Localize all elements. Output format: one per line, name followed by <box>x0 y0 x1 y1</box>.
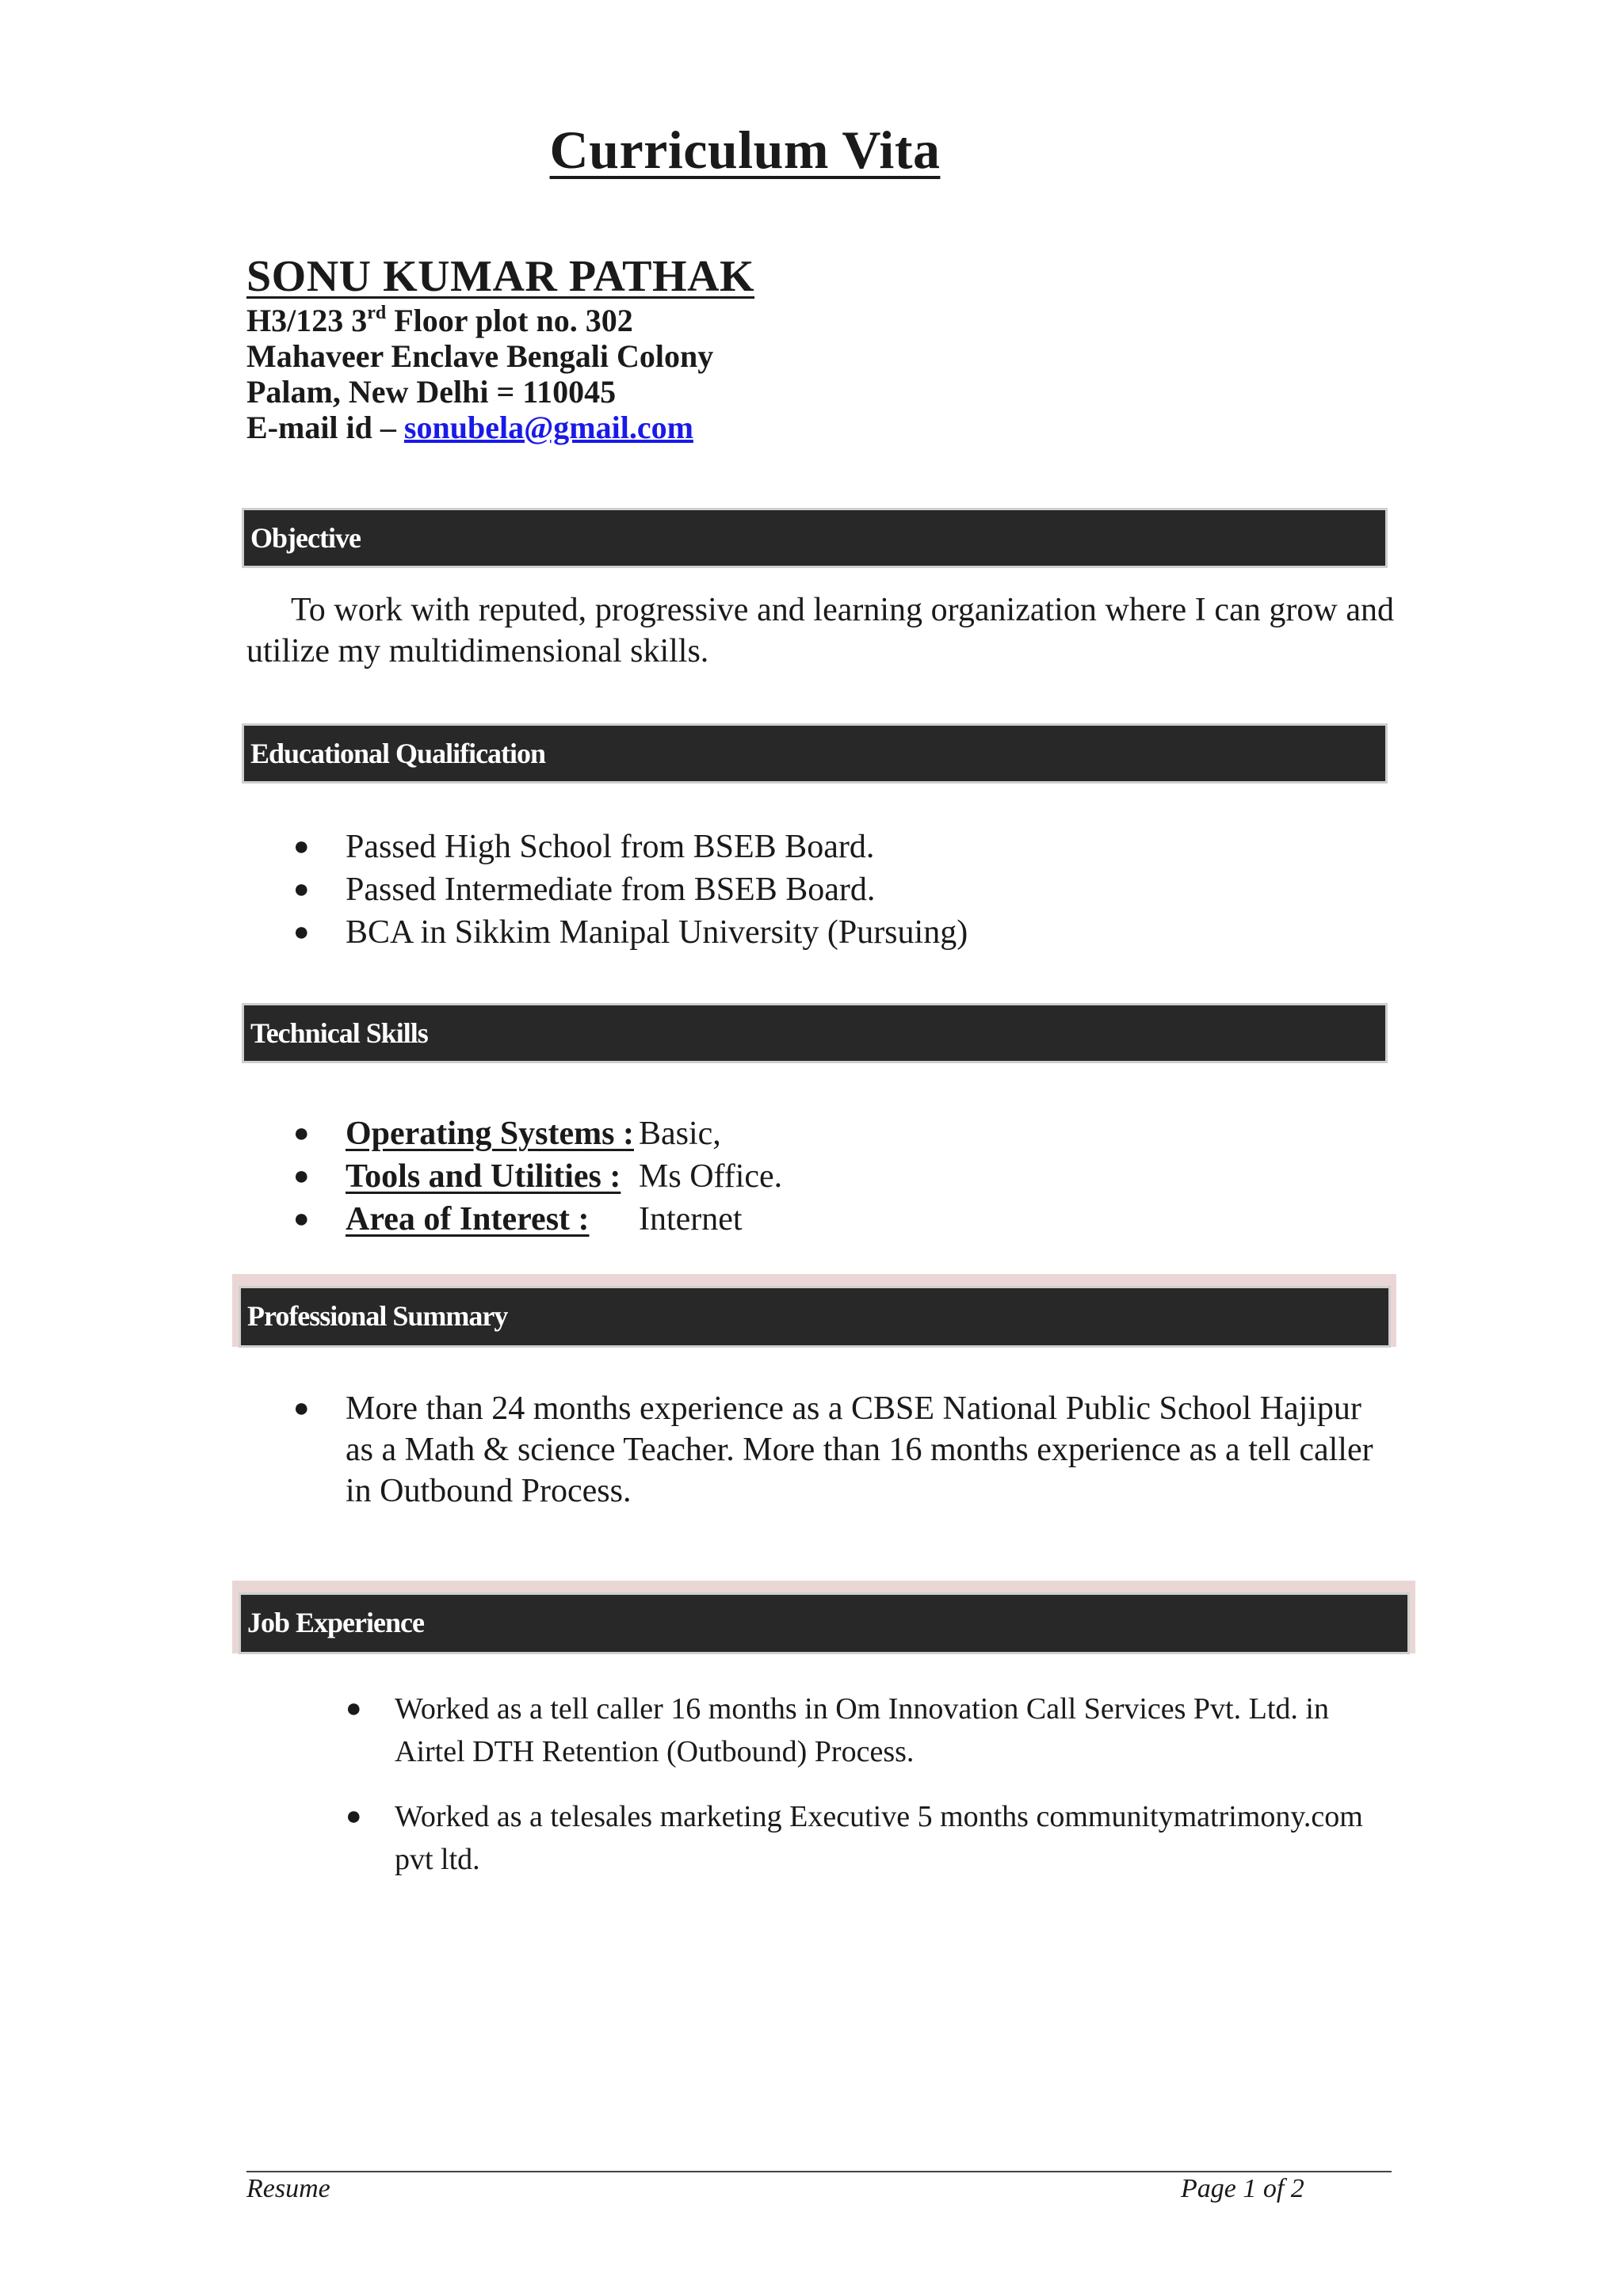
skill-value-tools: Ms Office. <box>639 1158 783 1195</box>
candidate-name: SONU KUMAR PATHAK <box>246 252 755 301</box>
footer-page-number: Page 1 of 2 <box>1181 2174 1304 2203</box>
address-line-1 <box>246 303 754 338</box>
list-item <box>293 826 1392 868</box>
section-header-education: Educational Qualification <box>244 726 1385 781</box>
bullet-icon: ● <box>293 1161 310 1191</box>
address-line-2: Mahaveer Enclave Bengali Colony <box>246 338 714 374</box>
objective-text <box>246 589 1394 672</box>
bullet-icon: ● <box>293 917 310 947</box>
skill-value-interest: Internet <box>639 1201 743 1238</box>
skill-key-tools: Tools and Utilities : <box>346 1158 621 1195</box>
objective-text-body: To work with reputed, progressive and learning organization where I can grow and utilize my multidimensional skills. <box>246 592 1394 669</box>
bullet-icon: ● <box>293 1204 310 1234</box>
bullet-icon: ● <box>293 1119 310 1148</box>
list-item <box>293 1112 1392 1155</box>
footer-divider <box>246 2171 1392 2172</box>
list-item <box>346 1688 1392 1773</box>
address-line-1-end: Floor plot no. 302 <box>386 303 633 338</box>
bullet-icon: ● <box>346 1694 362 1723</box>
technical-skills-list <box>293 1112 1392 1241</box>
section-header-professional: Professional Summary <box>241 1288 1388 1345</box>
job-item-2: Worked as a telesales marketing Executive 5 months communitymatrimony.com pvt ltd. <box>395 1800 1363 1876</box>
education-item-2: Passed Intermediate from BSEB Board. <box>346 871 876 908</box>
address-line-1-sup: rd <box>367 303 387 323</box>
section-header-objective: Objective <box>244 510 1385 566</box>
email-line <box>246 410 754 445</box>
bullet-icon: ● <box>293 875 310 904</box>
address-line-3: Palam, New Delhi = 110045 <box>246 374 617 410</box>
education-item-1: Passed High School from BSEB Board. <box>346 829 875 865</box>
list-item <box>293 911 1392 954</box>
list-item <box>346 1795 1392 1881</box>
email-label: E-mail id – <box>246 410 404 445</box>
email-link[interactable]: sonubela@gmail.com <box>403 410 693 445</box>
section-header-technical: Technical Skills <box>244 1005 1385 1061</box>
bullet-icon: ● <box>293 832 310 861</box>
contact-block <box>246 250 754 445</box>
section-header-jobs: Job Experience <box>241 1595 1407 1652</box>
professional-summary-list <box>293 1388 1392 1512</box>
bullet-icon: ● <box>293 1394 310 1423</box>
footer-left: Resume <box>246 2174 330 2203</box>
professional-item-1: More than 24 months experience as a CBSE National Public School Hajipur as a Math & science Teacher. More than 16 months experience as a tell caller in Outbound Process. <box>346 1390 1373 1509</box>
list-item <box>293 1388 1392 1512</box>
list-item <box>293 1198 1392 1241</box>
address-line-1-start: H3/123 3 <box>246 303 368 338</box>
skill-value-os: Basic, <box>639 1116 721 1152</box>
skill-key-os: Operating Systems : <box>346 1116 634 1152</box>
bullet-icon: ● <box>346 1802 362 1831</box>
job-experience-list <box>346 1688 1392 1881</box>
document-title: Curriculum Vita <box>549 120 941 180</box>
list-item <box>293 868 1392 911</box>
education-item-3: BCA in Sikkim Manipal University (Pursuing) <box>346 914 968 951</box>
skill-key-interest: Area of Interest : <box>346 1201 590 1238</box>
education-list <box>293 826 1392 954</box>
list-item <box>293 1155 1392 1198</box>
job-item-1: Worked as a tell caller 16 months in Om Innovation Call Services Pvt. Ltd. in Airtel DTH Retention (Outbound) Process. <box>395 1692 1329 1768</box>
